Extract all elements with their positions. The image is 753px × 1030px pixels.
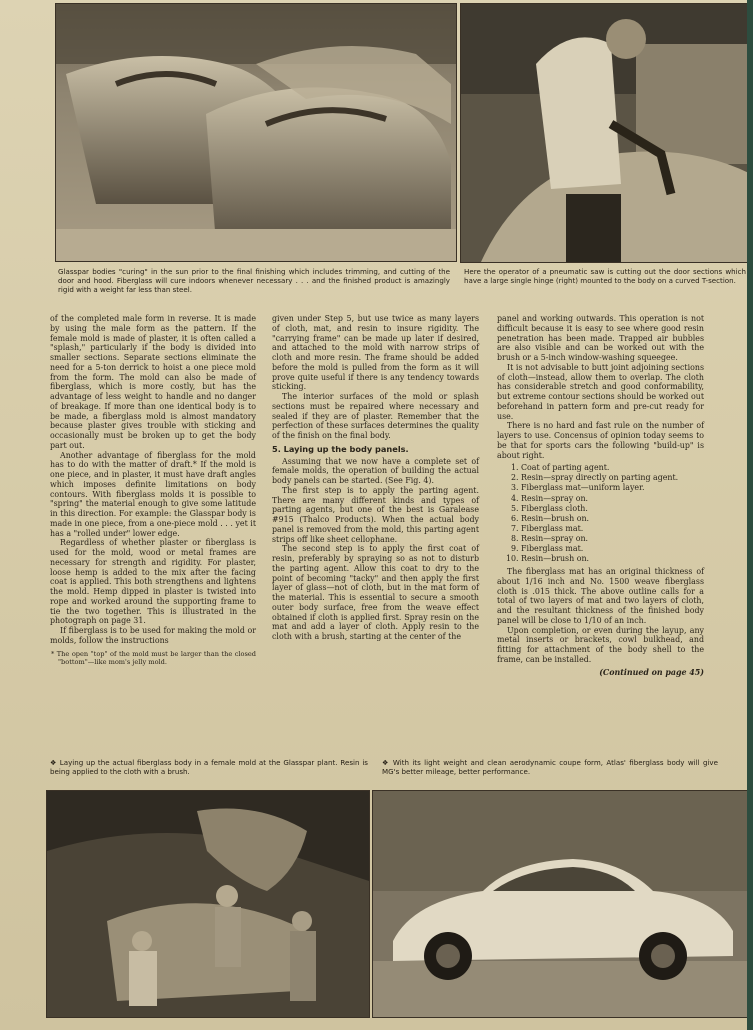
bodies-curing-image — [56, 4, 456, 261]
pneumatic-saw-image — [461, 4, 751, 262]
col3-paragraph-1: panel and working outwards. This operation is not difficult because it is easy to see where good resin penetration has been made. Trapped air bubbles are also visible and can be worked out with the brush or a 5-inch window-washing squeegee. — [497, 314, 704, 362]
list-item: 5. Fiberglass cloth. — [521, 504, 704, 514]
col2-paragraph-1: given under Step 5, but use twice as many layers of cloth, mat, and resin to insure rigidity. The "carrying frame" can be made up later if desired, and attached to the mold with narrow strips of cloth and more resin. The frame should be added before the mold is pulled from the form as it will prove quite useful if there is any tendency towards sticking. — [272, 314, 479, 392]
buildup-list — [497, 463, 704, 564]
col3-paragraph-5: Upon completion, or even during the layup, any metal inserts or brackets, cowl bulkhead, and fitting for attachment of the body shell to the frame, can be installed. — [497, 625, 704, 664]
caption-laying-up — [50, 758, 368, 776]
list-item: 1. Coat of parting agent. — [521, 463, 704, 473]
list-item: 4. Resin—spray on. — [521, 494, 704, 504]
col2-paragraph-4: The first step is to apply the parting agent. There are many different kinds and types of parting agents, but one of the best is Garalease #915 (Thalco Products). When the actual body panel is removed from the mold, this parting agent strips off like sheet cellophane. — [272, 485, 479, 544]
caption-atlas-coupe-text: With its light weight and clean aerodynamic coupe form, Atlas' fiberglass body will give MG's better mileage, better performance. — [382, 758, 718, 777]
photo-laying-up-body — [46, 790, 370, 1018]
photo-pneumatic-saw — [460, 3, 752, 263]
col2-paragraph-5: The second step is to apply the first coat of resin, preferably by spraying so as not to disturb the parting agent. Allow this coat to dry to the point of becoming "tacky" and then apply the first layer of glass—not of cloth, but in the mat form of the material. This is essential to secure a smooth outer body surface, free from the weave effect obtained if cloth is applied first. Spray resin on the mat and add a layer of cloth. Apply resin to the cloth with a brush, starting at the center of the — [272, 544, 479, 641]
col1-paragraph-3: Regardless of whether plaster or fiberglass is used for the mold, wood or metal frames are necessary for strength and rigidity. For plaster, loose hemp is added to the mix after the facing coat is applied. This both strengthens and lightens the mold. Hemp dipped in plaster is twisted into rope and worked around the supporting frame to tie the two together. This is illustrated in the photograph on page 31. — [50, 538, 256, 626]
text-column-2 — [272, 314, 479, 642]
text-column-3 — [497, 314, 704, 677]
footnote: * The open "top" of the mold must be larger than the closed "bottom"—like mom's jelly mold. — [51, 649, 256, 666]
page-edge — [747, 0, 753, 1030]
list-item: 6. Resin—brush on. — [521, 514, 704, 524]
caption-laying-up-text: Laying up the actual fiberglass body in a female mold at the Glasspar plant. Resin is being applied to the cloth with a brush. — [50, 758, 368, 777]
list-item: 2. Resin—spray directly on parting agent. — [521, 473, 704, 483]
col3-paragraph-4: The fiberglass mat has an original thickness of about 1/16 inch and No. 1500 weave fiberglass cloth is .015 thick. The above outline calls for a total of two layers of mat and two layers of cloth, and the resultant thickness of the finished body panel will be close to 1/10 of an inch. — [497, 567, 704, 625]
section-heading-laying-up: 5. Laying up the body panels. — [272, 443, 409, 454]
text-column-1 — [50, 314, 256, 666]
list-item: 9. Fiberglass mat. — [521, 544, 704, 554]
caption-bodies-curing: Glasspar bodies "curing" in the sun prior to the final finishing which includes trimming, and cutting of the door and hood. Fiberglass will cure indoors whenever necessary . . . and the finished product is amazingly rigid with a weight far less than steel. — [58, 267, 450, 295]
col1-paragraph-1: of the completed male form in reverse. It is made by using the male form as the pattern. If the female mold is made of plaster, it is often called a "splash," particularly if the body is divided into smaller sections. Separate sections eliminate the need for a 5-ton derrick to hoist a one piece mold from the form. The mold can also be made of fiberglass, which is more costly, but has the advantage of less weight to handle and no danger of breakage. If more than one identical body is to be made, a fiberglass mold is almost mandatory because plaster gives trouble with sticking and occasionally must be broken up to get the body part out. — [50, 314, 256, 450]
list-item: 3. Fiberglass mat—uniform layer. — [521, 483, 704, 493]
photo-atlas-coupe — [372, 790, 750, 1018]
col3-paragraph-2: It is not advisable to butt joint adjoining sections of cloth—instead, allow them to overlap. The cloth has considerable stretch and good conformability, but extreme contour sections should be worked out beforehand in pattern form and pre-cut ready for use. — [497, 362, 704, 421]
continued-note: (Continued on page 45) — [599, 667, 704, 677]
col2-paragraph-2: The interior surfaces of the mold or splash sections must be repaired where necessary and sealed if they are of plaster. Remember that the perfection of these surfaces determines the quality of the finish on the final body. — [272, 392, 479, 440]
caption-atlas-coupe — [382, 758, 718, 776]
col1-paragraph-4: If fiberglass is to be used for making the mold or molds, follow the instructions — [50, 626, 256, 645]
atlas-coupe-image — [373, 791, 749, 1017]
laying-up-image — [47, 791, 369, 1017]
col2-paragraph-3: Assuming that we now have a complete set of female molds, the operation of building the actual body panels can be started. (See Fig. 4). — [272, 456, 479, 485]
list-item: 10. Resin—brush on. — [521, 554, 704, 564]
list-item: 8. Resin—spray on. — [521, 534, 704, 544]
list-item: 7. Fiberglass mat. — [521, 524, 704, 534]
col1-paragraph-2: Another advantage of fiberglass for the mold has to do with the matter of draft.* If the mold is one piece, and in plaster, it must have draft angles which imposes definite limitations on body contours. With fiberglass molds it is possible to "spring" the material enough to give some latitude in this direction. For example: the Glasspar body is made in one piece, from a one-piece mold . . . yet it has a "rolled under" lower edge. — [50, 450, 256, 538]
photo-bodies-curing — [55, 3, 457, 262]
caption-pneumatic-saw: Here the operator of a pneumatic saw is cutting out the door sections which have a large single hinge (right) mounted to the body on a curved T-section. — [464, 267, 746, 286]
col3-paragraph-3: There is no hard and fast rule on the number of layers to use. Concensus of opinion today seems to be that for sports cars the following "build-up" is about right. — [497, 421, 704, 460]
bullet-icon: ❖ — [382, 758, 393, 767]
bullet-icon: ❖ — [50, 758, 60, 767]
